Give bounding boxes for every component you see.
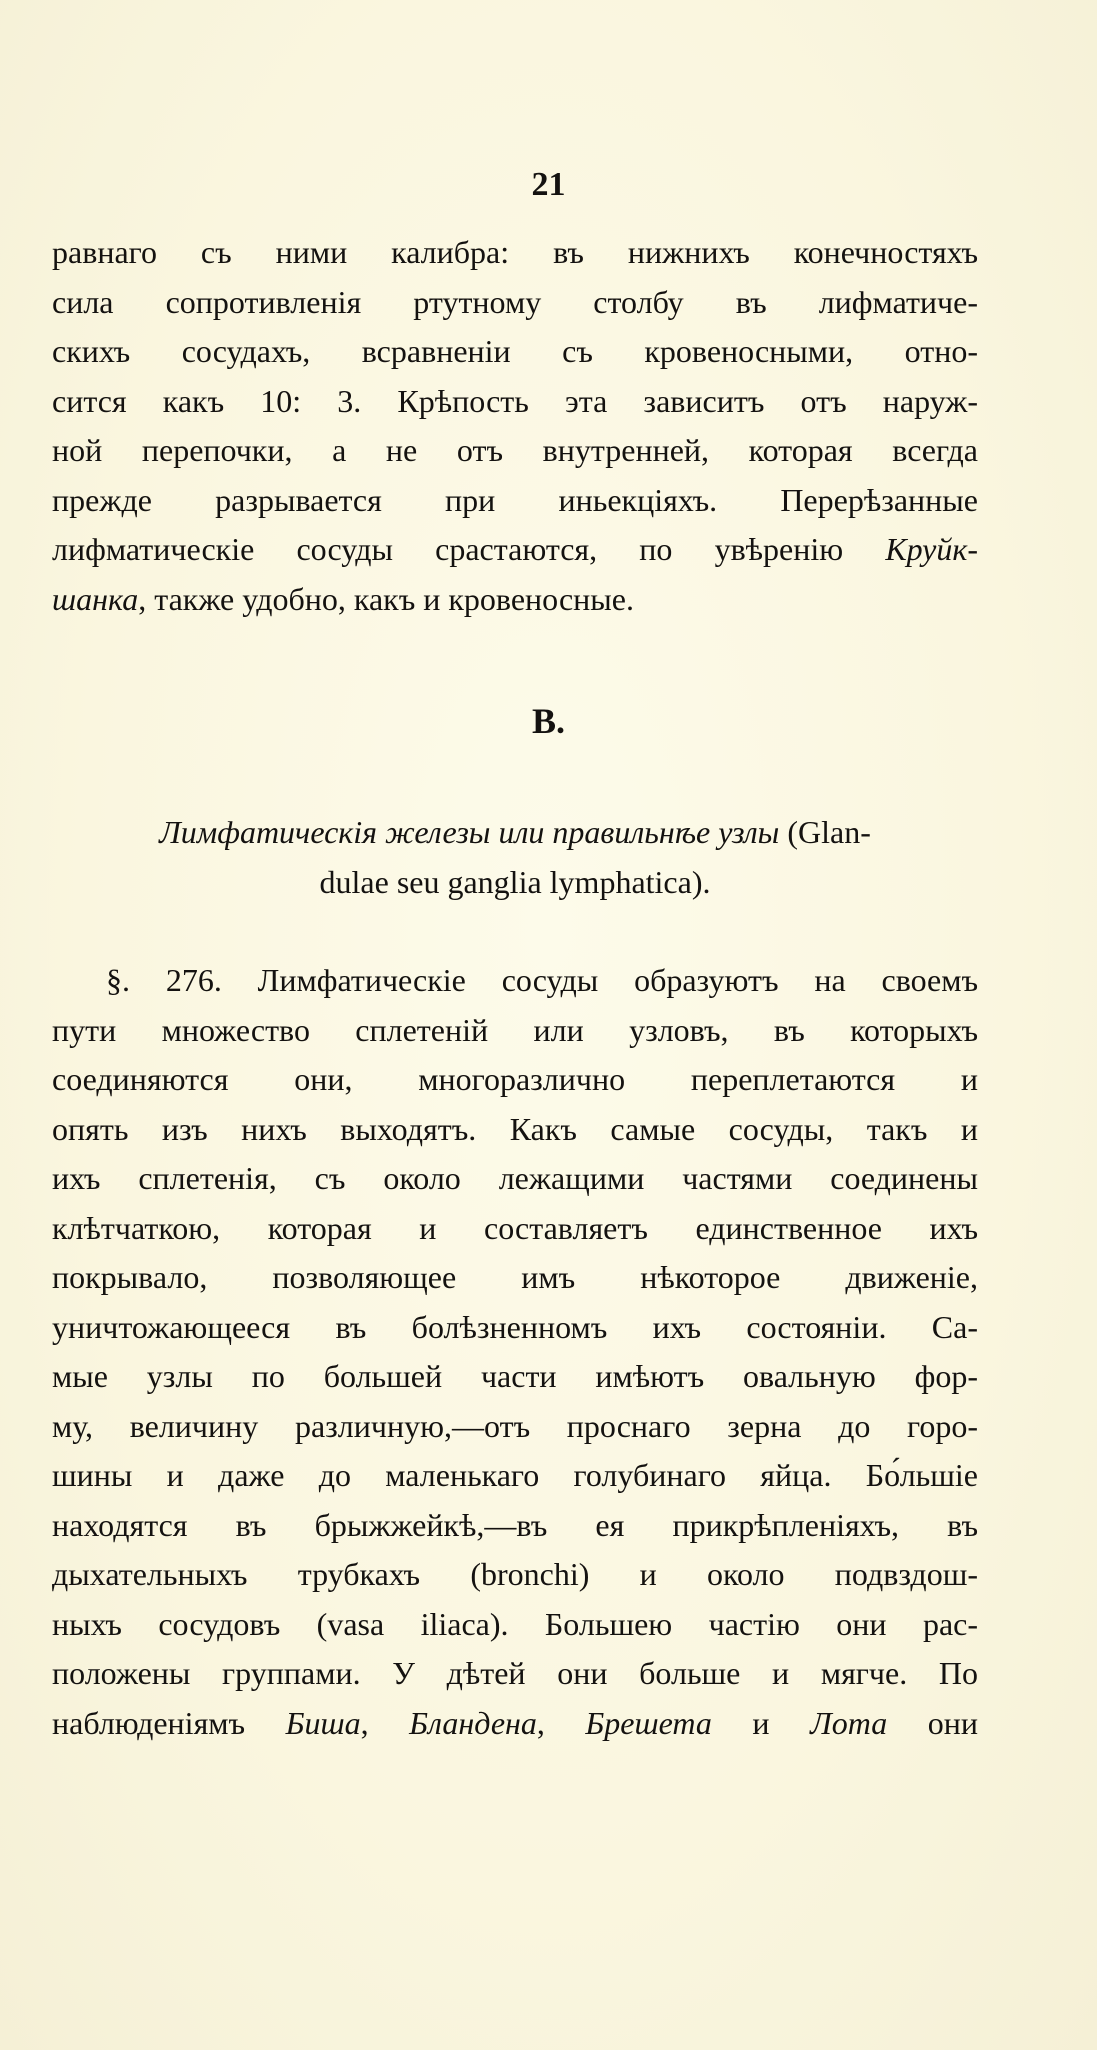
text-line: опять изъ нихъ выходятъ. Какъ самые сосуды, такъ и xyxy=(52,1110,978,1147)
text-line: ихъ сплетенія, съ около лежащими частями соединены xyxy=(52,1160,978,1196)
text-line xyxy=(52,1699,978,1749)
text-line: сится какъ 10: 3. Крѣпость эта зависитъ отъ наруж- xyxy=(52,382,978,419)
page-number: 21 xyxy=(531,166,566,203)
text-line: пути множество сплетеній или узловъ, въ которыхъ xyxy=(52,1011,978,1048)
text-line: §. 276. Лимфатическіе сосуды образуютъ на своемъ xyxy=(106,962,978,998)
author-name: шанка xyxy=(52,580,139,617)
text-line xyxy=(52,575,978,625)
text-run: они xyxy=(887,1704,979,1741)
text-line: мые узлы по большей части имѣютъ овальную фор- xyxy=(52,1358,978,1394)
text-run: , также удобно, какъ и кровеносные. xyxy=(138,580,634,617)
heading-line: dulae seu gangliа lymphatica). xyxy=(319,863,711,900)
text-line: ныхъ сосудовъ (vasa iliaca). Большею частію они рас- xyxy=(52,1605,978,1642)
author-name: Брешета xyxy=(585,1704,712,1741)
text-run: , xyxy=(360,1704,410,1741)
section-letter: B. xyxy=(531,701,565,741)
text-line: равнаго съ ними калибра: въ нижнихъ конечностяхъ xyxy=(52,234,978,270)
text-line: соединяются они, многоразлично переплетаются и xyxy=(52,1061,978,1097)
text-line: уничтожающееся въ болѣзненномъ ихъ состояніи. Са- xyxy=(52,1308,978,1345)
text-line: скихъ сосудахъ, всравненіи съ кровеносными, отно- xyxy=(52,333,978,369)
text-line: прежде разрывается при иньекціяхъ. Перерѣзанные xyxy=(52,481,978,518)
text-line: находятся въ брыжжейкѣ,—въ ея прикрѣпленіяхъ, въ xyxy=(52,1506,978,1543)
author-name: Круйк- xyxy=(885,531,978,567)
text-run: , xyxy=(536,1704,586,1741)
author-name: Лота xyxy=(810,1704,888,1741)
author-name: Биша xyxy=(285,1704,361,1741)
text-line: покрывало, позволяющее имъ нѣкоторое движеніе, xyxy=(52,1259,978,1295)
heading-line xyxy=(52,808,978,858)
text-line: му, величину различную,—отъ проснаго зерна до горо- xyxy=(52,1407,978,1444)
heading-italic: Лимфатическія железы или правильнѣе узлы xyxy=(159,814,780,850)
text-line: ной перепочки, а не отъ внутренней, которая всегда xyxy=(52,432,978,468)
paragraph-top xyxy=(52,228,978,624)
paragraph-main xyxy=(52,956,978,1748)
text-line: клѣтчаткою, которая и составляетъ единственное ихъ xyxy=(52,1209,978,1246)
text-run: и xyxy=(711,1704,811,1741)
text-run: наблюденіямъ xyxy=(52,1704,286,1741)
author-name: Бландена xyxy=(409,1704,537,1741)
section-heading xyxy=(52,808,978,907)
text-line: положены группами. У дѣтей они больше и мягче. По xyxy=(52,1655,978,1691)
heading-latin: (Glan- xyxy=(779,814,871,850)
text-line: шины и даже до маленькаго голубинаго яйца. Бо́льшіе xyxy=(52,1457,978,1493)
text-line xyxy=(52,525,978,575)
text-line: дыхательныхъ трубкахъ (bronchi) и около подвздош- xyxy=(52,1556,978,1592)
text-line: сила сопротивленія ртутному столбу въ лифматиче- xyxy=(52,283,978,320)
text-run: лифматическіе сосуды срастаются, по увѣренію xyxy=(52,531,886,567)
